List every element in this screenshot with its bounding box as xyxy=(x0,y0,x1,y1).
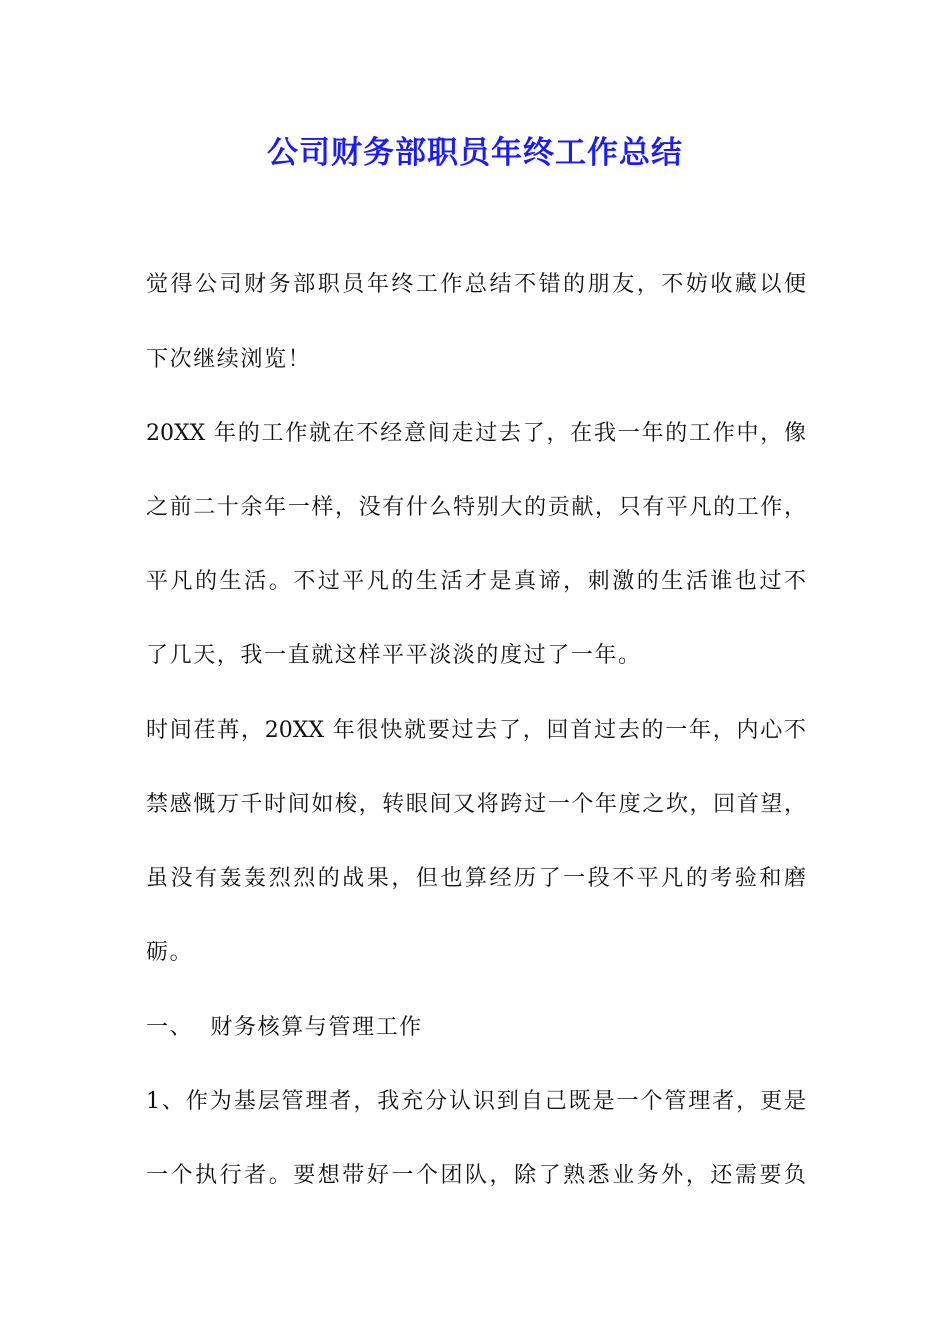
paragraph-line: 虽没有轰轰烈烈的战果，但也算经历了一段不平凡的考验和磨 xyxy=(146,866,806,891)
document-title: 公司财务部职员年终工作总结 xyxy=(267,135,683,171)
section-heading: 一、 财务核算与管理工作 xyxy=(146,1015,423,1040)
paragraph-line: 砺。 xyxy=(146,940,194,965)
paragraph-line: 1、作为基层管理者，我充分认识到自己既是一个管理者，更是 xyxy=(146,1089,806,1114)
paragraph-line: 一个执行者。要想带好一个团队，除了熟悉业务外，还需要负 xyxy=(146,1163,806,1188)
paragraph-line: 了几天，我一直就这样平平淡淡的度过了一年。 xyxy=(146,643,642,668)
paragraph-line: 平凡的生活。不过平凡的生活才是真谛，刺激的生活谁也过不 xyxy=(146,569,806,594)
paragraph-line: 禁感慨万千时间如梭，转眼间又将跨过一个年度之坎，回首望， xyxy=(146,792,806,817)
paragraph-line: 时间荏苒，20XX 年很快就要过去了，回首过去的一年，内心不 xyxy=(146,718,806,743)
paragraph-line: 之前二十余年一样，没有什么特别大的贡献，只有平凡的工作， xyxy=(146,495,806,520)
paragraph-line: 觉得公司财务部职员年终工作总结不错的朋友，不妨收藏以便 xyxy=(146,272,806,297)
paragraph-line: 20XX 年的工作就在不经意间走过去了，在我一年的工作中，像 xyxy=(146,421,806,446)
paragraph-line: 下次继续浏览！ xyxy=(146,347,312,372)
